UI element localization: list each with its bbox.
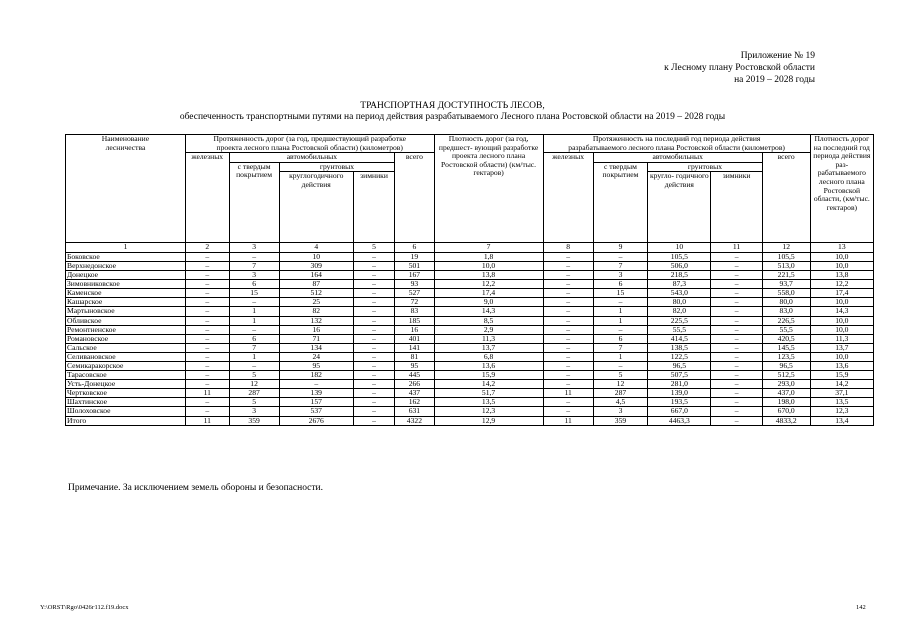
value-cell: 14,3	[434, 307, 543, 316]
value-cell: 80,0	[762, 298, 810, 307]
value-cell: –	[593, 252, 648, 261]
value-cell: –	[543, 380, 593, 389]
value-cell: –	[229, 362, 279, 371]
value-cell: –	[543, 280, 593, 289]
value-cell: 162	[395, 398, 434, 407]
value-cell: 17,4	[810, 289, 873, 298]
forestry-name-cell: Сальское	[66, 343, 186, 352]
table-row	[66, 362, 874, 371]
value-cell: –	[185, 407, 229, 416]
value-cell: 4463,3	[648, 416, 711, 425]
value-cell: 512,5	[762, 371, 810, 380]
value-cell: 51,7	[434, 389, 543, 398]
value-cell: 7	[229, 343, 279, 352]
value-cell: 7	[229, 261, 279, 270]
value-cell: –	[593, 362, 648, 371]
value-cell: –	[185, 371, 229, 380]
value-cell: 11,3	[434, 334, 543, 343]
note: Примечание. За исключением земель обороны и безопасности.	[68, 483, 324, 493]
value-cell: 13,6	[434, 362, 543, 371]
value-cell: 11	[185, 389, 229, 398]
value-cell: 1	[229, 352, 279, 361]
appendix-line-2: к Лесному плану Ростовской области	[664, 63, 815, 73]
table-body	[66, 243, 874, 425]
value-cell: 401	[395, 334, 434, 343]
value-cell: –	[353, 398, 394, 407]
value-cell: –	[543, 289, 593, 298]
value-cell: 437,0	[762, 389, 810, 398]
value-cell: 266	[395, 380, 434, 389]
value-cell: 16	[279, 325, 353, 334]
value-cell: 293,0	[762, 380, 810, 389]
value-cell: 527	[395, 289, 434, 298]
value-cell: 164	[279, 271, 353, 280]
value-cell: 7	[593, 261, 648, 270]
value-cell: 198,0	[762, 398, 810, 407]
value-cell: –	[543, 371, 593, 380]
table-row	[66, 334, 874, 343]
value-cell: 359	[593, 416, 648, 425]
value-cell: 139	[279, 389, 353, 398]
header-density-current: Плотность дорог (за год, предшест- вующий разработке проекта лесного плана Ростовской области) (км/тыс. гектаров)	[434, 135, 543, 243]
value-cell: 17,4	[434, 289, 543, 298]
header-dirt-last: грунтовых	[648, 162, 762, 172]
value-cell: 507,5	[648, 371, 711, 380]
header-total-current: всего	[395, 153, 434, 243]
value-cell: 138,5	[648, 343, 711, 352]
value-cell: –	[185, 261, 229, 270]
value-cell: 1	[229, 307, 279, 316]
value-cell: 14,2	[810, 380, 873, 389]
value-cell: –	[353, 261, 394, 270]
value-cell: –	[229, 325, 279, 334]
value-cell: 437	[395, 389, 434, 398]
value-cell: –	[711, 343, 762, 352]
value-cell: 2,9	[434, 325, 543, 334]
value-cell: 16	[395, 325, 434, 334]
forestry-name-cell: Чертковское	[66, 389, 186, 398]
table-row	[66, 371, 874, 380]
value-cell: –	[353, 298, 394, 307]
value-cell: 95	[279, 362, 353, 371]
header-winter-current: зимники	[353, 172, 394, 243]
value-cell: –	[353, 343, 394, 352]
value-cell: –	[353, 371, 394, 380]
value-cell: 14,2	[434, 380, 543, 389]
value-cell: 95	[395, 362, 434, 371]
value-cell: 83	[395, 307, 434, 316]
value-cell: 82	[279, 307, 353, 316]
forestry-name-cell: Мартыновское	[66, 307, 186, 316]
value-cell: 420,5	[762, 334, 810, 343]
value-cell: 10,0	[810, 298, 873, 307]
value-cell: 10,0	[810, 316, 873, 325]
value-cell: 3	[229, 407, 279, 416]
value-cell: –	[353, 362, 394, 371]
appendix-header	[664, 50, 815, 86]
column-number-row: 1 2 3 4 5 6 7 8 9 10 11 12 13	[66, 243, 874, 253]
value-cell: –	[711, 362, 762, 371]
value-cell: 359	[229, 416, 279, 425]
table-row	[66, 271, 874, 280]
value-cell: 5	[593, 371, 648, 380]
value-cell: 105,5	[762, 252, 810, 261]
value-cell: 512	[279, 289, 353, 298]
value-cell: –	[229, 252, 279, 261]
value-cell: –	[543, 316, 593, 325]
value-cell: –	[353, 325, 394, 334]
value-cell: –	[711, 289, 762, 298]
value-cell: 12,3	[810, 407, 873, 416]
value-cell: 8,5	[434, 316, 543, 325]
header-total-last: всего	[762, 153, 810, 243]
value-cell: –	[185, 343, 229, 352]
document-title	[0, 101, 905, 123]
header-railway-current: железных	[185, 153, 229, 243]
value-cell: –	[185, 280, 229, 289]
value-cell: 7	[593, 343, 648, 352]
header-roads-current: Протяженность дорог (за год, предшествующий разработке проекта лесного плана Ростовской области) (километров)	[185, 135, 434, 153]
forestry-name-cell: Каменское	[66, 289, 186, 298]
value-cell: 55,5	[762, 325, 810, 334]
value-cell: 537	[279, 407, 353, 416]
value-cell: 24	[279, 352, 353, 361]
value-cell: 80,0	[648, 298, 711, 307]
value-cell: 4322	[395, 416, 434, 425]
value-cell: –	[185, 380, 229, 389]
value-cell: 96,5	[648, 362, 711, 371]
value-cell: –	[593, 298, 648, 307]
value-cell: –	[353, 380, 394, 389]
header-hard-last: с твердым покрытием	[593, 162, 648, 243]
value-cell: –	[185, 271, 229, 280]
value-cell: 221,5	[762, 271, 810, 280]
value-cell: –	[711, 316, 762, 325]
forestry-name-cell: Зимовниковское	[66, 280, 186, 289]
value-cell: 6,8	[434, 352, 543, 361]
value-cell: 93,7	[762, 280, 810, 289]
value-cell: –	[185, 325, 229, 334]
value-cell: 6	[593, 280, 648, 289]
forestry-name-cell: Шолоховское	[66, 407, 186, 416]
header-auto-current: автомобильных	[229, 153, 395, 163]
value-cell: –	[711, 389, 762, 398]
forestry-name-cell: Ремонтненское	[66, 325, 186, 334]
table-row	[66, 407, 874, 416]
value-cell: 12,2	[810, 280, 873, 289]
title-line-1: ТРАНСПОРТНАЯ ДОСТУПНОСТЬ ЛЕСОВ,	[360, 101, 545, 111]
value-cell: 167	[395, 271, 434, 280]
footer-file-path: Y:\ORST\Rgo\0426г112.f19.docx	[40, 604, 129, 611]
value-cell: –	[711, 298, 762, 307]
value-cell: 13,7	[810, 343, 873, 352]
value-cell: –	[543, 307, 593, 316]
value-cell: 667,0	[648, 407, 711, 416]
value-cell: 287	[229, 389, 279, 398]
value-cell: –	[543, 334, 593, 343]
value-cell: –	[543, 325, 593, 334]
value-cell: –	[543, 362, 593, 371]
value-cell: –	[711, 261, 762, 270]
table-row	[66, 389, 874, 398]
value-cell: 10	[279, 252, 353, 261]
header-dirt-current: грунтовых	[279, 162, 395, 172]
value-cell: –	[353, 316, 394, 325]
value-cell: 105,5	[648, 252, 711, 261]
forestry-name-cell: Итого	[66, 416, 186, 425]
value-cell: 81	[395, 352, 434, 361]
value-cell: 145,5	[762, 343, 810, 352]
header-winter-last: зимники	[711, 172, 762, 243]
value-cell: 12	[229, 380, 279, 389]
value-cell: –	[185, 252, 229, 261]
appendix-line-3: на 2019 – 2028 годы	[734, 75, 815, 85]
value-cell: –	[543, 261, 593, 270]
value-cell: 12,2	[434, 280, 543, 289]
value-cell: 10,0	[810, 252, 873, 261]
value-cell: 6	[593, 334, 648, 343]
value-cell: –	[353, 252, 394, 261]
value-cell: –	[353, 407, 394, 416]
value-cell: 12,3	[434, 407, 543, 416]
value-cell: –	[229, 298, 279, 307]
value-cell: 5	[229, 398, 279, 407]
value-cell: 37,1	[810, 389, 873, 398]
appendix-line-1: Приложение № 19	[740, 51, 815, 61]
value-cell: –	[353, 416, 394, 425]
table-row	[66, 261, 874, 270]
table-row	[66, 289, 874, 298]
value-cell: 281,0	[648, 380, 711, 389]
value-cell: –	[353, 389, 394, 398]
value-cell: 10,0	[810, 352, 873, 361]
value-cell: –	[279, 380, 353, 389]
forestry-name-cell: Селивановское	[66, 352, 186, 361]
value-cell: 2676	[279, 416, 353, 425]
forestry-name-cell: Верхнедонское	[66, 261, 186, 270]
value-cell: 96,5	[762, 362, 810, 371]
value-cell: 13,5	[434, 398, 543, 407]
forestry-name-cell: Боковское	[66, 252, 186, 261]
value-cell: 87	[279, 280, 353, 289]
value-cell: 15	[229, 289, 279, 298]
header-auto-last: автомобильных	[593, 153, 762, 163]
value-cell: 3	[593, 271, 648, 280]
value-cell: 10,0	[434, 261, 543, 270]
value-cell: 6	[229, 334, 279, 343]
value-cell: 82,0	[648, 307, 711, 316]
value-cell: –	[711, 271, 762, 280]
value-cell: 123,5	[762, 352, 810, 361]
forestry-name-cell: Тарасовское	[66, 371, 186, 380]
value-cell: –	[185, 307, 229, 316]
value-cell: –	[353, 334, 394, 343]
value-cell: 11	[185, 416, 229, 425]
value-cell: –	[593, 325, 648, 334]
value-cell: 1,8	[434, 252, 543, 261]
value-cell: 15,9	[434, 371, 543, 380]
value-cell: 10,0	[810, 325, 873, 334]
value-cell: 185	[395, 316, 434, 325]
value-cell: –	[185, 398, 229, 407]
table-row	[66, 307, 874, 316]
value-cell: 4,5	[593, 398, 648, 407]
value-cell: 157	[279, 398, 353, 407]
table-row	[66, 380, 874, 389]
value-cell: 13,8	[810, 271, 873, 280]
table-row	[66, 398, 874, 407]
value-cell: –	[353, 289, 394, 298]
value-cell: 55,5	[648, 325, 711, 334]
value-cell: –	[353, 280, 394, 289]
value-cell: 1	[229, 316, 279, 325]
value-cell: –	[711, 325, 762, 334]
value-cell: –	[711, 398, 762, 407]
value-cell: 193,5	[648, 398, 711, 407]
value-cell: 631	[395, 407, 434, 416]
page-number: 142	[856, 604, 866, 611]
value-cell: 543,0	[648, 289, 711, 298]
value-cell: 83,0	[762, 307, 810, 316]
value-cell: 513,0	[762, 261, 810, 270]
value-cell: 141	[395, 343, 434, 352]
value-cell: 132	[279, 316, 353, 325]
value-cell: 12	[593, 380, 648, 389]
value-cell: –	[711, 334, 762, 343]
value-cell: –	[543, 407, 593, 416]
value-cell: –	[353, 307, 394, 316]
value-cell: 134	[279, 343, 353, 352]
value-cell: 501	[395, 261, 434, 270]
value-cell: 4833,2	[762, 416, 810, 425]
forestry-name-cell: Семикаракорское	[66, 362, 186, 371]
value-cell: 182	[279, 371, 353, 380]
value-cell: –	[543, 271, 593, 280]
table-row	[66, 252, 874, 261]
value-cell: –	[711, 252, 762, 261]
table-row	[66, 325, 874, 334]
table-row	[66, 416, 874, 425]
value-cell: 309	[279, 261, 353, 270]
value-cell: –	[185, 362, 229, 371]
table-row	[66, 343, 874, 352]
value-cell: 1	[593, 307, 648, 316]
forestry-name-cell: Донецкое	[66, 271, 186, 280]
forestry-name-cell: Обливское	[66, 316, 186, 325]
value-cell: –	[543, 352, 593, 361]
value-cell: 13,6	[810, 362, 873, 371]
header-hard-current: с твердым покрытием	[229, 162, 279, 243]
value-cell: 13,4	[810, 416, 873, 425]
value-cell: 287	[593, 389, 648, 398]
transport-table	[65, 134, 874, 426]
value-cell: –	[711, 371, 762, 380]
header-name: Наименование лесничества	[66, 135, 186, 243]
value-cell: 93	[395, 280, 434, 289]
value-cell: –	[543, 398, 593, 407]
value-cell: 1	[593, 352, 648, 361]
forestry-name-cell: Шахтинское	[66, 398, 186, 407]
value-cell: 1	[593, 316, 648, 325]
value-cell: 506,0	[648, 261, 711, 270]
value-cell: –	[711, 416, 762, 425]
value-cell: –	[543, 252, 593, 261]
value-cell: –	[185, 298, 229, 307]
value-cell: –	[185, 316, 229, 325]
value-cell: 10,0	[810, 261, 873, 270]
value-cell: 9,0	[434, 298, 543, 307]
value-cell: 72	[395, 298, 434, 307]
value-cell: –	[543, 343, 593, 352]
value-cell: –	[711, 307, 762, 316]
value-cell: –	[185, 352, 229, 361]
header-railway-last: железных	[543, 153, 593, 243]
header-density-last: Плотность дорог на последний год периода действия раз- рабатываемого лесного плана Ростовской области, (км/тыс. гектаров)	[810, 135, 873, 243]
value-cell: 71	[279, 334, 353, 343]
value-cell: –	[711, 407, 762, 416]
value-cell: 13,7	[434, 343, 543, 352]
value-cell: 445	[395, 371, 434, 380]
value-cell: –	[353, 271, 394, 280]
value-cell: 3	[229, 271, 279, 280]
value-cell: –	[711, 280, 762, 289]
value-cell: 87,3	[648, 280, 711, 289]
value-cell: 5	[229, 371, 279, 380]
value-cell: 15	[593, 289, 648, 298]
table-row	[66, 352, 874, 361]
value-cell: 139,0	[648, 389, 711, 398]
header-yearround-current: круглогодичного действия	[279, 172, 353, 243]
forestry-name-cell: Кашарское	[66, 298, 186, 307]
value-cell: 19	[395, 252, 434, 261]
table-row	[66, 280, 874, 289]
forestry-name-cell: Романовское	[66, 334, 186, 343]
value-cell: 13,8	[434, 271, 543, 280]
value-cell: 414,5	[648, 334, 711, 343]
value-cell: 12,9	[434, 416, 543, 425]
value-cell: 6	[229, 280, 279, 289]
value-cell: 3	[593, 407, 648, 416]
value-cell: 670,0	[762, 407, 810, 416]
value-cell: 218,5	[648, 271, 711, 280]
value-cell: –	[711, 380, 762, 389]
value-cell: 226,5	[762, 316, 810, 325]
value-cell: 15,9	[810, 371, 873, 380]
table-row	[66, 316, 874, 325]
value-cell: 11,3	[810, 334, 873, 343]
title-line-2: обеспеченность транспортными путями на период действия разрабатываемого Лесного плана Ростовской области на 2019 – 2028 годы	[179, 112, 726, 122]
value-cell: 122,5	[648, 352, 711, 361]
value-cell: 225,5	[648, 316, 711, 325]
value-cell: –	[543, 298, 593, 307]
header-yearround-last: кругло- годичного действия	[648, 172, 711, 243]
value-cell: 11	[543, 416, 593, 425]
forestry-name-cell: Усть-Донецкое	[66, 380, 186, 389]
value-cell: 14,3	[810, 307, 873, 316]
header-roads-last: Протяженность на последний год периода действия разрабатываемого лесного плана Ростовской области (километров)	[543, 135, 810, 153]
value-cell: 11	[543, 389, 593, 398]
value-cell: –	[185, 289, 229, 298]
value-cell: 13,5	[810, 398, 873, 407]
value-cell: 25	[279, 298, 353, 307]
value-cell: –	[711, 352, 762, 361]
value-cell: –	[353, 352, 394, 361]
table-row	[66, 298, 874, 307]
value-cell: –	[185, 334, 229, 343]
value-cell: 558,0	[762, 289, 810, 298]
